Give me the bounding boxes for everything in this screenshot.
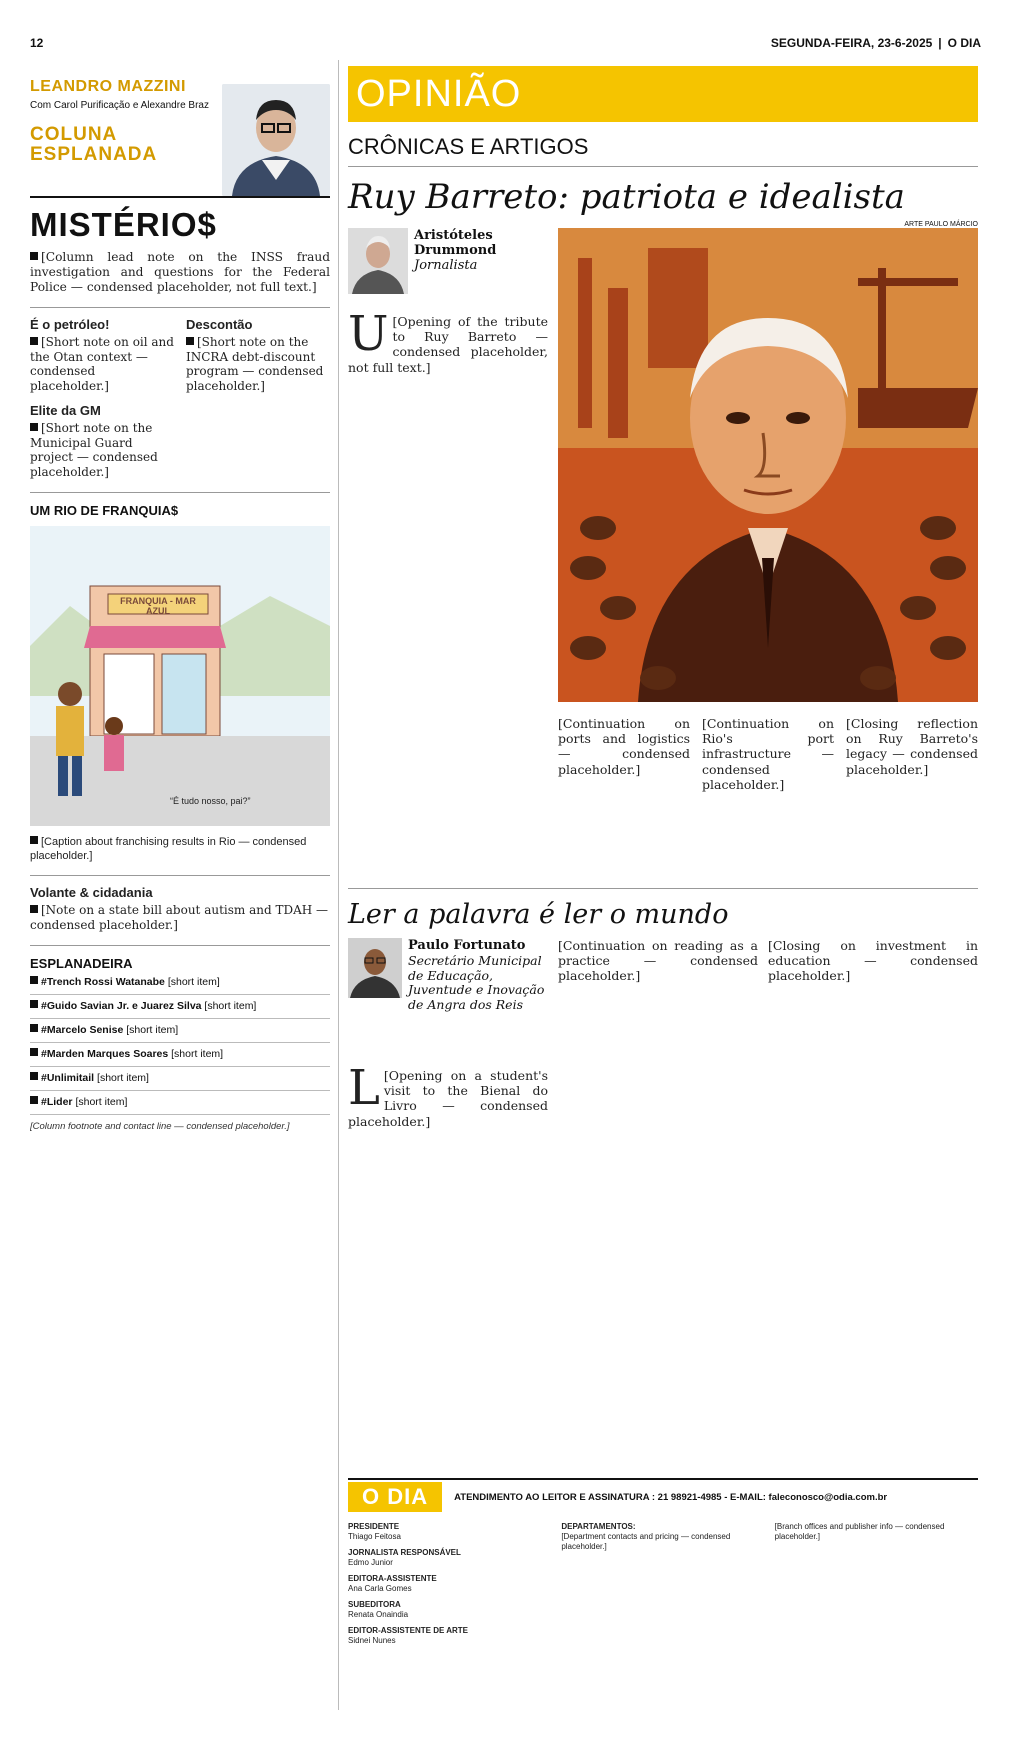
column-lede: [Column lead note on the INSS fraud investigation and questions for the Federal Police — condensed placeholder, not full text.] [30, 250, 330, 294]
ruy-barreto-illustration [558, 228, 978, 702]
list-item: #Marden Marques Soares [short item] [30, 1043, 330, 1067]
article1-title: Ruy Barreto: patriota e idealista [348, 177, 905, 217]
author-photo [222, 84, 330, 196]
list-item: #Marcelo Senise [short item] [30, 1019, 330, 1043]
article1-byline [348, 228, 548, 298]
staff-list [348, 1522, 551, 1652]
notes-left [30, 318, 174, 480]
esplanadeira-label: ESPLANADEIRA [30, 945, 330, 971]
article2-col3: [Closing on investment in education — condensed placeholder.] [768, 938, 978, 984]
branches-text: [Branch offices and publisher info — condensed placeholder.] [774, 1522, 945, 1541]
volante-body: [Note on a state bill about autism and TDAH — condensed placeholder.] [30, 902, 329, 932]
staff-item: EDITOR-ASSISTENTE DE ARTE Sidnei Nunes [348, 1626, 469, 1645]
article2-author-role: Secretário Municipal de Educação, Juventude e Inovação de Angra dos Reis [408, 953, 545, 1012]
franchise-cartoon [30, 526, 330, 826]
staff-item: JORNALISTA RESPONSÁVEL Edmo Junior [348, 1548, 461, 1567]
list-item: #Guido Savian Jr. e Juarez Silva [short item] [30, 995, 330, 1019]
column-brand-line1: COLUNA [30, 124, 118, 145]
article1 [348, 228, 978, 888]
column-brand-line2: ESPLANADA [30, 144, 158, 165]
article1-col4: [Closing reflection on Ruy Barreto's legacy — condensed placeholder.] [846, 716, 978, 777]
list-item: #Trench Rossi Watanabe [short item] [30, 971, 330, 995]
topbar-separator: | [938, 36, 942, 50]
staff-item: PRESIDENTE Thiago Feitosa [348, 1522, 401, 1541]
staff-item: EDITORA-ASSISTENTE Ana Carla Gomes [348, 1574, 437, 1593]
volante-section [30, 875, 330, 932]
cartoon-sign: FRANQUIA - MAR AZUL [120, 595, 196, 616]
cartoon-caption: [Caption about franchising results in Rio — condensed placeholder.] [30, 835, 307, 862]
column-title: MISTÉRIO$ [30, 206, 217, 243]
volante-heading: Volante & cidadania [30, 885, 153, 901]
reader-contact: ATENDIMENTO AO LEITOR E ASSINATURA : 21 98921-4985 - E-MAIL: faleconosco@odia.com.br [454, 1491, 888, 1503]
edition-info [771, 36, 981, 50]
article2-author: Paulo Fortunato [408, 938, 526, 953]
column-author: LEANDRO MAZZINI [30, 78, 186, 95]
article2-byline [348, 938, 548, 1058]
article2-col1: L [Opening on a student's visit to the Bienal do Livro — condensed placeholder.] [348, 1060, 548, 1129]
column-divider [338, 60, 339, 1710]
section-banner [348, 66, 978, 122]
note-heading: É o petróleo! [30, 317, 110, 332]
note-body: [Short note on oil and the Otan context — condensed placeholder.] [30, 334, 174, 394]
article-divider [348, 888, 978, 889]
article2-col2: [Continuation on reading as a practice — condensed placeholder.] [558, 938, 758, 984]
edition-date: SEGUNDA-FEIRA, 23-6-2025 [770, 36, 933, 50]
footer-grid [348, 1522, 978, 1652]
column-notes [30, 307, 330, 480]
column-footnote: [Column footnote and contact line — condensed placeholder.] [30, 1120, 290, 1132]
author-photo [348, 938, 402, 998]
masthead-footer [348, 1478, 978, 1718]
cartoon-label: UM RIO DE FRANQUIA$ [30, 492, 330, 518]
note-body: [Short note on the Municipal Guard project — condensed placeholder.] [30, 420, 158, 480]
list-item: #Unlimitail [short item] [30, 1067, 330, 1091]
column-collaborators: Com Carol Purificação e Alexandre Braz [30, 100, 209, 111]
article1-col2: [Continuation on ports and logistics — condensed placeholder.] [558, 716, 690, 777]
departments-text: [Department contacts and pricing — condensed placeholder.] [561, 1532, 731, 1551]
page-topbar [30, 34, 981, 52]
article1-col3: [Continuation on Rio's port infrastructure — condensed placeholder.] [702, 716, 834, 792]
dropcap: U [348, 306, 389, 362]
departments-label: DEPARTAMENTOS: [561, 1522, 636, 1531]
opinion-section [348, 66, 978, 1398]
note-body: [Short note on the INCRA debt-discount program — condensed placeholder.] [186, 334, 324, 394]
list-item: #Lider [short item] [30, 1091, 330, 1115]
staff-item: SUBEDITORA Renata Onaindia [348, 1600, 409, 1619]
dropcap: L [348, 1060, 380, 1116]
illustration-credit: ARTE PAULO MÁRCIO [904, 221, 978, 228]
paper-name: O DIA [947, 36, 981, 50]
notes-right [186, 318, 330, 480]
volante-text [30, 886, 330, 932]
column-header [30, 78, 330, 198]
note-heading: Descontão [186, 317, 253, 332]
article1-lower-cols [558, 716, 978, 792]
section-title: OPINIÃO [356, 72, 522, 115]
article2-title: Ler a palavra é ler o mundo [348, 899, 729, 930]
page-number: 12 [30, 36, 44, 50]
departments [561, 1522, 764, 1652]
branches [775, 1522, 978, 1652]
odia-logo: O DIA [348, 1482, 442, 1512]
coluna-esplanada [30, 60, 330, 1720]
article1-col1: U [Opening of the tribute to Ruy Barreto — condensed placeholder, not full text.] [348, 306, 548, 375]
cartoon-speech: “É tudo nosso, pai?” [170, 795, 251, 806]
esplanadeira-list [30, 971, 330, 1115]
article1-author: Aristóteles Drummond [414, 228, 497, 258]
subsection-title: CRÔNICAS E ARTIGOS [348, 134, 978, 167]
article2 [348, 938, 978, 1398]
note-heading: Elite da GM [30, 402, 101, 418]
article1-author-role: Jornalista [414, 258, 478, 273]
author-photo [348, 228, 408, 294]
footer-head [348, 1480, 978, 1514]
